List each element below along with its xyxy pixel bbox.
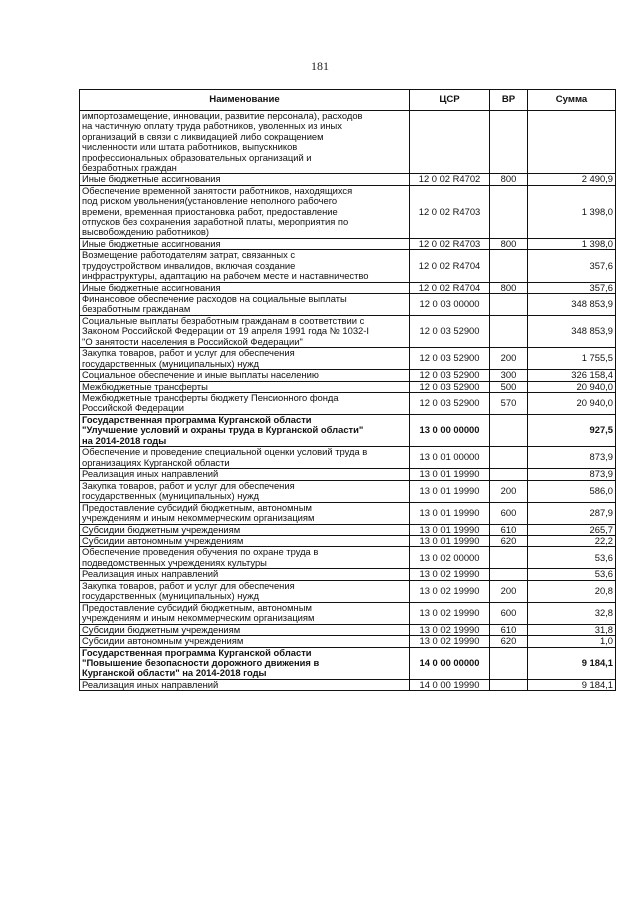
cell-name xyxy=(80,679,410,690)
cell-csr xyxy=(410,111,490,174)
cell-sum: 53,6 xyxy=(528,547,616,569)
cell-csr: 13 0 01 00000 xyxy=(410,447,490,469)
cell-name-line: импортозамещение, инновации, развитие персонала), расходов xyxy=(82,110,363,121)
cell-vr: 800 xyxy=(490,238,528,249)
table-row xyxy=(80,392,616,414)
cell-name-line: Финансовое обеспечение расходов на социальные выплаты xyxy=(82,293,347,304)
cell-name xyxy=(80,535,410,546)
cell-vr: 200 xyxy=(490,348,528,370)
cell-name xyxy=(80,602,410,624)
cell-name xyxy=(80,469,410,480)
cell-name-line: Социальные выплаты безработным гражданам в соответствии с xyxy=(82,315,365,326)
cell-csr: 12 0 03 00000 xyxy=(410,293,490,315)
cell-csr: 14 0 00 19990 xyxy=(410,679,490,690)
cell-name-line: Иные бюджетные ассигнования xyxy=(82,173,221,185)
table-row xyxy=(80,502,616,524)
cell-vr: 500 xyxy=(490,381,528,392)
cell-name-line: на частичную оплату труда работников, уволенных из иных xyxy=(82,120,342,132)
cell-name-line: времени, временная приостановка работ, предоставление xyxy=(82,205,338,217)
cell-name-line: Субсидии бюджетным учреждениям xyxy=(82,524,241,535)
cell-name xyxy=(80,636,410,647)
cell-csr: 12 0 02 R4702 xyxy=(410,174,490,185)
cell-csr: 13 0 02 19990 xyxy=(410,569,490,580)
cell-name-line: безработным гражданам xyxy=(82,303,191,315)
cell-vr: 200 xyxy=(490,580,528,602)
cell-vr xyxy=(490,679,528,690)
cell-csr: 13 0 02 19990 xyxy=(410,636,490,647)
cell-name-line: учреждениям и иным некоммерческим организациям xyxy=(82,612,315,624)
cell-name-line: Государственная программа Курганской области xyxy=(82,414,312,425)
cell-name-line: государственных (муниципальных) нужд xyxy=(82,357,259,369)
cell-vr xyxy=(490,111,528,174)
cell-vr xyxy=(490,414,528,446)
cell-csr: 13 0 01 19990 xyxy=(410,502,490,524)
header-sum: Сумма xyxy=(528,90,616,111)
cell-vr: 800 xyxy=(490,282,528,293)
cell-sum: 348 853,9 xyxy=(528,293,616,315)
cell-name-line: Реализация иных направлений xyxy=(82,468,219,480)
cell-vr: 600 xyxy=(490,602,528,624)
cell-sum xyxy=(528,111,616,174)
cell-sum: 32,8 xyxy=(528,602,616,624)
cell-csr: 14 0 00 00000 xyxy=(410,647,490,679)
cell-sum: 873,9 xyxy=(528,447,616,469)
cell-name-line: Курганской области" на 2014-2018 годы xyxy=(82,667,267,679)
cell-name xyxy=(80,580,410,602)
cell-name xyxy=(80,185,410,238)
cell-sum: 348 853,9 xyxy=(528,315,616,347)
cell-csr: 13 0 02 19990 xyxy=(410,602,490,624)
cell-name-line: Государственная программа Курганской области xyxy=(82,647,312,658)
cell-sum: 9 184,1 xyxy=(528,647,616,679)
cell-csr: 13 0 01 19990 xyxy=(410,480,490,502)
cell-vr: 200 xyxy=(490,480,528,502)
header-name: Наименование xyxy=(80,90,410,111)
cell-sum: 357,6 xyxy=(528,250,616,282)
table-row xyxy=(80,535,616,546)
cell-sum: 1 398,0 xyxy=(528,238,616,249)
table-row xyxy=(80,293,616,315)
cell-name xyxy=(80,370,410,381)
cell-sum: 1 398,0 xyxy=(528,185,616,238)
table-row xyxy=(80,250,616,282)
cell-name xyxy=(80,392,410,414)
cell-name-line: Закупка товаров, работ и услуг для обеспечения xyxy=(82,580,295,591)
cell-name-line: государственных (муниципальных) нужд xyxy=(82,590,259,602)
cell-csr: 13 0 02 19990 xyxy=(410,624,490,635)
cell-vr: 610 xyxy=(490,524,528,535)
table-body xyxy=(80,111,616,691)
cell-csr: 13 0 02 19990 xyxy=(410,580,490,602)
cell-sum: 326 158,4 xyxy=(528,370,616,381)
cell-name-line: Закупка товаров, работ и услуг для обеспечения xyxy=(82,480,295,491)
cell-name xyxy=(80,414,410,446)
cell-name-line: на 2014-2018 годы xyxy=(82,434,167,446)
cell-sum: 22,2 xyxy=(528,535,616,546)
cell-csr: 12 0 03 52900 xyxy=(410,315,490,347)
table-row xyxy=(80,174,616,185)
cell-csr: 12 0 02 R4703 xyxy=(410,185,490,238)
table-row xyxy=(80,185,616,238)
cell-name xyxy=(80,480,410,502)
cell-vr: 620 xyxy=(490,535,528,546)
cell-name xyxy=(80,569,410,580)
table-row xyxy=(80,282,616,293)
cell-name-line: учреждениям и иным некоммерческим организациям xyxy=(82,512,315,524)
table-row xyxy=(80,679,616,690)
cell-name-line: Субсидии автономным учреждениям xyxy=(82,635,244,647)
table-row xyxy=(80,447,616,469)
cell-sum: 873,9 xyxy=(528,469,616,480)
cell-csr: 12 0 03 52900 xyxy=(410,392,490,414)
cell-name-line: Межбюджетные трансферты бюджету Пенсионного фонда xyxy=(82,392,339,404)
cell-name-line: Обеспечение проведения обучения по охране труда в xyxy=(82,546,319,558)
cell-sum: 586,0 xyxy=(528,480,616,502)
cell-sum: 287,9 xyxy=(528,502,616,524)
cell-name-line: Закупка товаров, работ и услуг для обеспечения xyxy=(82,347,295,359)
cell-vr xyxy=(490,469,528,480)
cell-name xyxy=(80,282,410,293)
cell-sum: 1,0 xyxy=(528,636,616,647)
cell-vr xyxy=(490,293,528,315)
cell-name-line: под риском увольнения(установление неполного рабочего xyxy=(82,195,338,207)
cell-name-line: профессиональных образовательных организаций и xyxy=(82,151,312,163)
cell-sum: 927,5 xyxy=(528,414,616,446)
cell-name-line: Субсидии бюджетным учреждениям xyxy=(82,624,241,635)
cell-csr: 12 0 02 R4703 xyxy=(410,238,490,249)
cell-name-line: Социальное обеспечение и иные выплаты населению xyxy=(82,369,319,381)
cell-csr: 13 0 01 19990 xyxy=(410,535,490,546)
cell-name xyxy=(80,502,410,524)
cell-name-line: отпусков без сохранения заработной платы, мероприятия по xyxy=(82,216,349,228)
cell-vr: 610 xyxy=(490,624,528,635)
cell-name xyxy=(80,174,410,185)
table-row xyxy=(80,636,616,647)
table-row xyxy=(80,348,616,370)
table-row xyxy=(80,647,616,679)
cell-name xyxy=(80,348,410,370)
cell-name-line: Возмещение работодателям затрат, связанных с xyxy=(82,249,296,261)
cell-csr: 13 0 01 19990 xyxy=(410,524,490,535)
cell-csr: 13 0 00 00000 xyxy=(410,414,490,446)
table-row xyxy=(80,547,616,569)
table-row xyxy=(80,381,616,392)
cell-name xyxy=(80,447,410,469)
cell-name-line: "Улучшение условий и охраны труда в Курганской области" xyxy=(82,424,364,436)
cell-name-line: Иные бюджетные ассигнования xyxy=(82,282,221,293)
cell-vr xyxy=(490,315,528,347)
cell-name-line: Субсидии автономным учреждениям xyxy=(82,535,244,546)
cell-csr: 13 0 01 19990 xyxy=(410,469,490,480)
cell-name xyxy=(80,547,410,569)
cell-name xyxy=(80,315,410,347)
table-row xyxy=(80,414,616,446)
cell-sum: 357,6 xyxy=(528,282,616,293)
cell-name xyxy=(80,238,410,249)
table-row xyxy=(80,111,616,174)
table-row xyxy=(80,524,616,535)
cell-name-line: Реализация иных направлений xyxy=(82,679,219,690)
page-number: 181 xyxy=(311,59,329,73)
cell-vr xyxy=(490,647,528,679)
cell-csr: 12 0 03 52900 xyxy=(410,381,490,392)
cell-sum: 20,8 xyxy=(528,580,616,602)
cell-name-line: "О занятости населения в Российской Федерации" xyxy=(82,335,303,347)
cell-name-line: "Повышение безопасности дорожного движения в xyxy=(82,657,320,668)
cell-sum: 31,8 xyxy=(528,624,616,635)
cell-csr: 12 0 02 R4704 xyxy=(410,282,490,293)
table-row xyxy=(80,602,616,624)
table-row xyxy=(80,480,616,502)
cell-name-line: безработных граждан xyxy=(82,162,177,174)
cell-sum: 1 755,5 xyxy=(528,348,616,370)
header-csr: ЦСР xyxy=(410,90,490,111)
cell-name-line: Реализация иных направлений xyxy=(82,568,219,580)
cell-name-line: Предоставление субсидий бюджетным, автономным xyxy=(82,602,312,613)
cell-name-line: Законом Российской Федерации от 19 апреля 1991 года № 1032-I xyxy=(82,325,369,337)
cell-vr: 800 xyxy=(490,174,528,185)
cell-vr xyxy=(490,447,528,469)
cell-vr xyxy=(490,185,528,238)
table-row xyxy=(80,370,616,381)
cell-csr: 12 0 03 52900 xyxy=(410,348,490,370)
cell-name xyxy=(80,381,410,392)
cell-vr: 600 xyxy=(490,502,528,524)
cell-name-line: подведомственных учреждениях культуры xyxy=(82,556,267,568)
cell-name-line: Обеспечение временной занятости работников, находящихся xyxy=(82,185,353,196)
cell-name-line: государственных (муниципальных) нужд xyxy=(82,490,259,502)
cell-name xyxy=(80,250,410,282)
cell-name xyxy=(80,111,410,174)
cell-sum: 20 940,0 xyxy=(528,381,616,392)
header-vr: ВР xyxy=(490,90,528,111)
cell-vr: 300 xyxy=(490,370,528,381)
cell-vr xyxy=(490,547,528,569)
cell-name-line: организациях Курганской области xyxy=(82,456,230,468)
table-row xyxy=(80,315,616,347)
cell-name-line: Обеспечение и проведение специальной оценки условий труда в xyxy=(82,446,368,458)
table-row xyxy=(80,469,616,480)
cell-vr: 570 xyxy=(490,392,528,414)
cell-csr: 12 0 03 52900 xyxy=(410,370,490,381)
cell-vr xyxy=(490,569,528,580)
cell-name-line: инфраструктуры, адаптацию на рабочем месте и наставничество xyxy=(82,270,369,282)
cell-sum: 20 940,0 xyxy=(528,392,616,414)
cell-sum: 2 490,9 xyxy=(528,174,616,185)
cell-name-line: Предоставление субсидий бюджетным, автономным xyxy=(82,502,312,513)
table-row xyxy=(80,238,616,249)
cell-name-line: численности или штата работников, выпускников xyxy=(82,141,298,153)
budget-table xyxy=(79,89,616,691)
cell-csr: 12 0 02 R4704 xyxy=(410,250,490,282)
cell-name xyxy=(80,624,410,635)
cell-sum: 53,6 xyxy=(528,569,616,580)
table-row xyxy=(80,580,616,602)
table-row xyxy=(80,624,616,635)
cell-name-line: организаций в связи с ликвидацией либо сокращением xyxy=(82,130,324,142)
cell-name xyxy=(80,293,410,315)
cell-name-line: Российской Федерации xyxy=(82,402,184,414)
table-header-row xyxy=(80,90,616,111)
cell-sum: 265,7 xyxy=(528,524,616,535)
cell-vr xyxy=(490,250,528,282)
cell-csr: 13 0 02 00000 xyxy=(410,547,490,569)
cell-name xyxy=(80,647,410,679)
table-row xyxy=(80,569,616,580)
cell-sum: 9 184,1 xyxy=(528,679,616,690)
cell-name-line: высвобождению работников) xyxy=(82,226,210,238)
cell-name-line: Межбюджетные трансферты xyxy=(82,381,208,392)
cell-name-line: трудоустройством инвалидов, включая создание xyxy=(82,259,296,271)
cell-name-line: Иные бюджетные ассигнования xyxy=(82,238,221,249)
cell-vr: 620 xyxy=(490,636,528,647)
cell-name xyxy=(80,524,410,535)
